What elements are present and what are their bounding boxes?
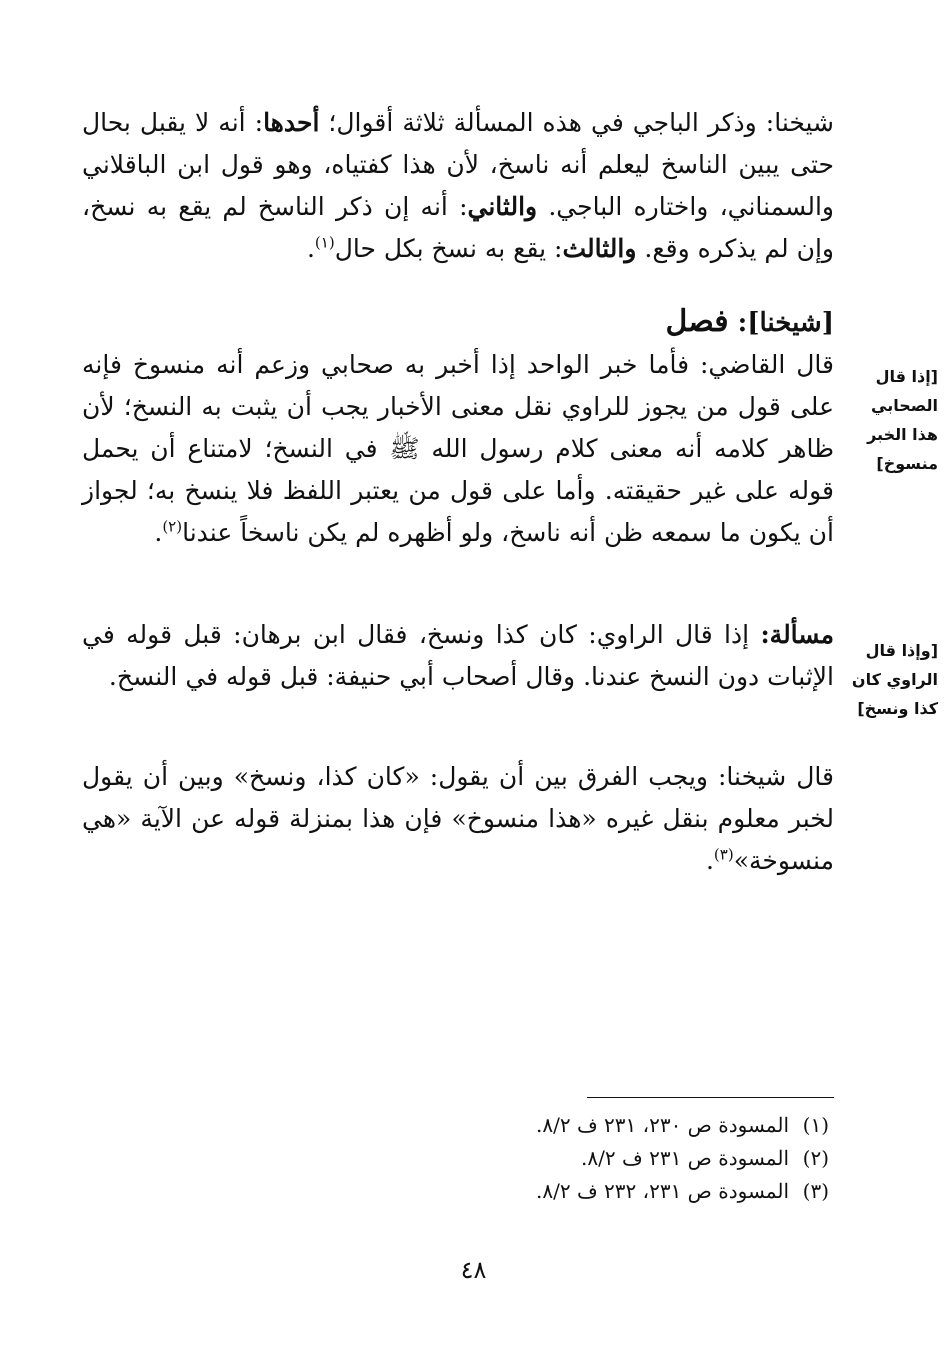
paragraph-shaykh (82, 756, 834, 882)
footnote-2 (329, 1143, 829, 1173)
section-heading (82, 302, 834, 343)
footnote-3-text: المسودة ص ٢٣١، ٢٣٢ ف ٨/٢. (536, 1179, 789, 1203)
para3-text: إذا قال الراوي: كان كذا ونسخ، فقال ابن برهان: قبل قوله في الإثبات دون النسخ عندنا. وقال أصحاب أبي حنيفة: قبل قوله في النسخ. (82, 620, 834, 691)
footnote-2-number: (٢) (802, 1146, 829, 1170)
footnote-marker-1: (١) (314, 233, 335, 252)
footnote-marker-2: (٢) (162, 517, 183, 536)
para1-text-3: : أنه إن ذكر الناسخ لم يقع به نسخ، وإن لم يذكره وقع. (82, 192, 834, 263)
para1-end: . (306, 234, 315, 263)
footnote-1 (329, 1110, 829, 1140)
margin-note-sahabi: [إذا قال الصحابي هذا الخبر منسوخ] (867, 367, 938, 473)
para2-text: قال القاضي: فأما خبر الواحد إذا أخبر به صحابي وزعم أنه منسوخ فإنه على قول من يجوز للراوي نقل معنى الأخبار يجب أن يثبت به النسخ؛ لأن ظاهر كلامه أنه معنى كلام رسول الله ﷺ في النسخ؛ لامتناع أن يحمل قوله على غير حقيقته. وأما على قول من يعتبر اللفظ فلا ينسخ به؛ لجواز أن يكون ما سمعه ظن أنه ناسخ، ولو أظهره لم يكن ناسخاً عندنا (82, 350, 834, 547)
footnote-3-number: (٣) (802, 1179, 829, 1203)
footnote-3 (329, 1176, 829, 1206)
footnote-1-number: (١) (802, 1113, 829, 1137)
para1-bold-first: أحدها (263, 108, 320, 137)
masala-label: مسألة: (760, 620, 834, 649)
paragraph-masala (82, 614, 834, 698)
paragraph-baji-opinions (82, 102, 834, 270)
heading-bracket: [شيخنا]: (728, 308, 834, 338)
heading-title: فصل (665, 304, 729, 339)
margin-note-rawi: [وإذا قال الراوي كان كذا ونسخ] (851, 641, 938, 718)
para1-text-4: : يقع به نسخ بكل حال (334, 234, 563, 263)
footnote-marker-3: (٣) (713, 845, 734, 864)
footnote-2-text: المسودة ص ٢٣١ ف ٨/٢. (581, 1146, 789, 1170)
para1-bold-second: والثاني (467, 192, 538, 221)
para1-text-1: شيخنا: وذكر الباجي في هذه المسألة ثلاثة أقوال؛ (319, 108, 834, 137)
footnote-divider (587, 1097, 834, 1098)
paragraph-qadi (82, 344, 834, 554)
para2-end: . (154, 518, 163, 547)
page-number: ٤٨ (460, 1256, 487, 1284)
para1-bold-third: والثالث (562, 234, 637, 263)
para1-text-2: : أنه لا يقبل بحال حتى يبين الناسخ ليعلم أنه ناسخ، لأن هذا كفتياه، وهو قول ابن الباقلاني والسمناني، واختاره الباجي. (82, 108, 834, 221)
para4-text: قال شيخنا: ويجب الفرق بين أن يقول: «كان كذا، ونسخ» وبين أن يقول لخبر معلوم بنقل غيره «هذا منسوخ» فإن هذا بمنزلة قوله عن الآية «هي منسوخة» (82, 762, 834, 875)
footnote-1-text: المسودة ص ٢٣٠، ٢٣١ ف ٨/٢. (536, 1113, 789, 1137)
para4-end: . (705, 846, 714, 875)
